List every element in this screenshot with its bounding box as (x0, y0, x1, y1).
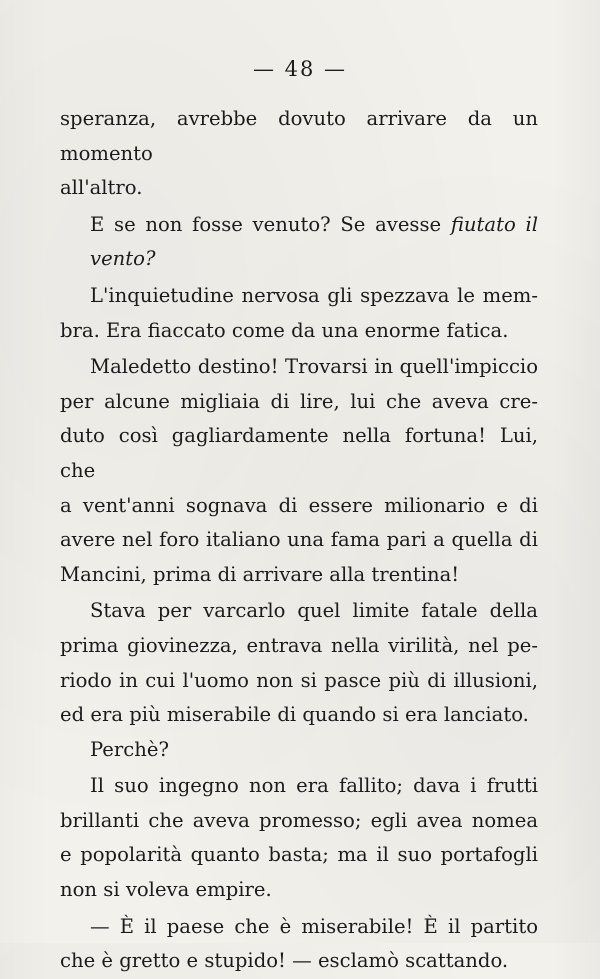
text-line: duto così gagliardamente nella fortuna! Lui, che (60, 424, 538, 482)
text-line (60, 208, 538, 277)
text-line: bra. Era fiaccato come da una enorme fatica. (60, 318, 509, 342)
text-line: e popolarità quanto basta; ma il suo portafogli (60, 843, 538, 867)
paragraph-7 (60, 769, 538, 907)
paragraph-4 (60, 350, 538, 592)
body-text (60, 102, 538, 979)
italic-phrase: fiutato il vento (90, 212, 538, 271)
text-line: riodo in cui l'uomo non si pasce più di illusioni, (60, 668, 538, 692)
paragraph-2 (60, 208, 538, 277)
text-line: brillanti che aveva promesso; egli avea nomea (60, 808, 538, 832)
text-line: Maledetto destino! Trovarsi in quell'impiccio (90, 355, 538, 379)
text-line: Perchè? (90, 737, 169, 761)
text-line: ed era più miserabile di quando si era lanciato. (60, 703, 529, 727)
text-line: per alcune migliaia di lire, lui che aveva cre- (60, 389, 538, 413)
text-segment: E se non fosse venuto? Se avesse (90, 212, 451, 236)
paragraph-5 (60, 594, 538, 732)
text-line: a vent'anni sognava di essere milionario e di (60, 493, 538, 517)
text-line: L'inquietudine nervosa gli spezzava le mem- (90, 283, 538, 307)
text-line: prima giovinezza, entrava nella virilità, nel pe- (60, 633, 538, 657)
paragraph-8 (60, 910, 538, 979)
paragraph-3 (60, 279, 538, 348)
text-line: Stava per varcarlo quel limite fatale della (90, 599, 538, 623)
text-line: che è gretto e stupido! — esclamò scattando. (60, 949, 509, 973)
paragraph-1 (60, 102, 538, 206)
text-line: all'altro. (60, 176, 143, 200)
text-line: Mancini, prima di arrivare alla trentina! (60, 562, 460, 586)
paragraph-6 (60, 733, 538, 768)
text-line: speranza, avrebbe dovuto arrivare da un momento (60, 107, 538, 165)
page-number: — 48 — (252, 57, 348, 81)
text-line: avere nel foro italiano una fama pari a quella di (60, 528, 538, 552)
text-line: Il suo ingegno non era fallito; dava i frutti (90, 774, 538, 798)
text-segment: ? (144, 247, 156, 271)
text-line: — È il paese che è miserabile! È il partito (90, 914, 538, 938)
text-line: non si voleva empire. (60, 878, 272, 902)
